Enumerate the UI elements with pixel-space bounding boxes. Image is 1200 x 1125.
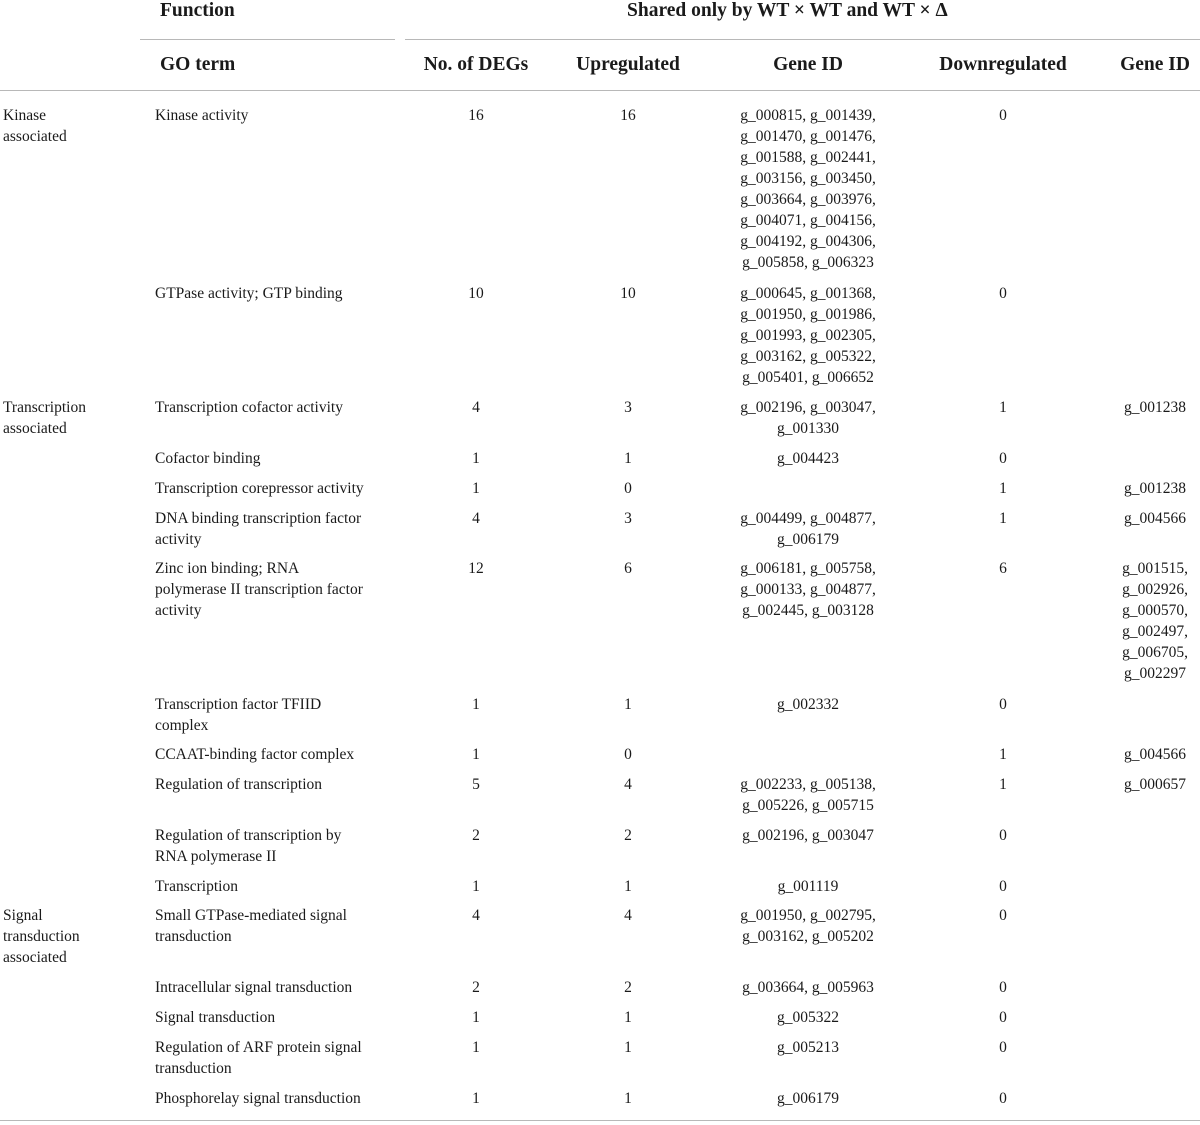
row-downregulated: 0 xyxy=(999,878,1007,895)
row-function: Signal transduction associated xyxy=(3,907,80,966)
row-gene-id-down: g_000657 xyxy=(1124,776,1186,793)
row-gene-id-up: g_000645, g_001368, g_001950, g_001986, g_001993, g_002305, g_003162, g_005322, g_005401, g_006652 xyxy=(740,285,876,386)
row-upregulated: 1 xyxy=(624,1009,632,1026)
row-upregulated: 6 xyxy=(624,560,632,577)
row-num-degs: 1 xyxy=(472,696,480,713)
row-gene-id-down: g_001238 xyxy=(1124,399,1186,416)
row-upregulated: 1 xyxy=(624,1090,632,1107)
row-gene-id-up: g_006181, g_005758, g_000133, g_004877, g_002445, g_003128 xyxy=(740,560,876,619)
row-downregulated: 0 xyxy=(999,979,1007,996)
row-downregulated: 1 xyxy=(999,480,1007,497)
row-downregulated: 0 xyxy=(999,1039,1007,1056)
row-upregulated: 0 xyxy=(624,480,632,497)
row-num-degs: 1 xyxy=(472,480,480,497)
row-go-term: Kinase activity xyxy=(155,107,249,124)
row-go-term: Transcription xyxy=(155,878,238,895)
row-go-term: Regulation of transcription xyxy=(155,776,323,793)
row-function: Transcription associated xyxy=(3,399,86,437)
row-downregulated: 0 xyxy=(999,450,1007,467)
row-downregulated: 1 xyxy=(999,746,1007,763)
row-gene-id-up: g_001950, g_002795, g_003162, g_005202 xyxy=(740,907,876,945)
row-gene-id-up: g_002196, g_003047, g_001330 xyxy=(740,399,876,437)
row-upregulated: 10 xyxy=(620,285,636,302)
row-upregulated: 2 xyxy=(624,979,632,996)
row-upregulated: 0 xyxy=(624,746,632,763)
table-bottom-rule xyxy=(0,1120,1200,1121)
row-num-degs: 16 xyxy=(468,107,484,124)
row-upregulated: 2 xyxy=(624,827,632,844)
row-gene-id-up: g_004423 xyxy=(777,450,839,467)
row-num-degs: 1 xyxy=(472,878,480,895)
row-downregulated: 6 xyxy=(999,560,1007,577)
row-upregulated: 1 xyxy=(624,450,632,467)
row-go-term: Cofactor binding xyxy=(155,450,261,467)
row-gene-id-up: g_001119 xyxy=(777,878,839,895)
row-upregulated: 1 xyxy=(624,696,632,713)
row-downregulated: 1 xyxy=(999,776,1007,793)
row-downregulated: 0 xyxy=(999,907,1007,924)
row-gene-id-up: g_003664, g_005963 xyxy=(742,979,874,996)
header-bottom-rule xyxy=(0,90,1200,91)
row-gene-id-up: g_006179 xyxy=(777,1090,839,1107)
row-go-term: GTPase activity; GTP binding xyxy=(155,285,343,302)
header-function: Function xyxy=(160,0,235,21)
row-num-degs: 10 xyxy=(468,285,484,302)
row-num-degs: 1 xyxy=(472,1090,480,1107)
row-num-degs: 1 xyxy=(472,1009,480,1026)
row-gene-id-up: g_002332 xyxy=(777,696,839,713)
row-go-term: Transcription corepressor activity xyxy=(155,480,364,497)
row-gene-id-up: g_004499, g_004877, g_006179 xyxy=(740,510,876,548)
row-upregulated: 16 xyxy=(620,107,636,124)
header-shared: Shared only by WT × WT and WT × Δ xyxy=(627,0,948,21)
row-gene-id-down: g_004566 xyxy=(1124,746,1186,763)
row-gene-id-down: g_001238 xyxy=(1124,480,1186,497)
row-upregulated: 1 xyxy=(624,1039,632,1056)
row-num-degs: 1 xyxy=(472,1039,480,1056)
row-go-term: DNA binding transcription factor activity xyxy=(155,510,362,548)
row-num-degs: 4 xyxy=(472,907,480,924)
row-gene-id-down: g_004566 xyxy=(1124,510,1186,527)
header-divider-left xyxy=(140,39,395,40)
header-go-term: GO term xyxy=(160,54,236,75)
row-go-term: Transcription factor TFIID complex xyxy=(155,696,322,734)
row-num-degs: 1 xyxy=(472,450,480,467)
row-upregulated: 4 xyxy=(624,776,632,793)
row-gene-id-down: g_001515, g_002926, g_000570, g_002497, g_006705, g_002297 xyxy=(1122,560,1188,682)
row-downregulated: 0 xyxy=(999,107,1007,124)
header-gene-id-downregulated: Gene ID xyxy=(1120,54,1190,75)
row-gene-id-up: g_005213 xyxy=(777,1039,839,1056)
row-num-degs: 5 xyxy=(472,776,480,793)
row-downregulated: 1 xyxy=(999,510,1007,527)
row-function: Kinase associated xyxy=(3,107,67,145)
row-downregulated: 0 xyxy=(999,285,1007,302)
row-gene-id-up: g_000815, g_001439, g_001470, g_001476, g_001588, g_002441, g_003156, g_003450, g_003664, g_003976, g_004071, g_004156, g_004192, g_004306, g_005858, g_006323 xyxy=(740,107,876,271)
header-gene-id: Gene ID xyxy=(773,54,843,75)
row-go-term: Phosphorelay signal transduction xyxy=(155,1090,361,1107)
row-num-degs: 12 xyxy=(468,560,484,577)
row-go-term: Intracellular signal transduction xyxy=(155,979,353,996)
row-go-term: Small GTPase-mediated signal transduction xyxy=(155,907,347,945)
row-go-term: Transcription cofactor activity xyxy=(155,399,343,416)
row-num-degs: 2 xyxy=(472,979,480,996)
row-go-term: Signal transduction xyxy=(155,1009,276,1026)
row-downregulated: 0 xyxy=(999,696,1007,713)
row-upregulated: 3 xyxy=(624,510,632,527)
row-num-degs: 4 xyxy=(472,510,480,527)
row-go-term: Regulation of ARF protein signal transduction xyxy=(155,1039,362,1077)
header-divider-right xyxy=(405,39,1200,40)
row-upregulated: 3 xyxy=(624,399,632,416)
header-num-degs: No. of DEGs xyxy=(423,54,529,75)
row-go-term: Zinc ion binding; RNA polymerase II transcription factor activity xyxy=(155,560,363,619)
row-downregulated: 0 xyxy=(999,1090,1007,1107)
row-num-degs: 1 xyxy=(472,746,480,763)
row-upregulated: 1 xyxy=(624,878,632,895)
row-go-term: CCAAT-binding factor complex xyxy=(155,746,355,763)
row-gene-id-up: g_005322 xyxy=(777,1009,839,1026)
row-go-term: Regulation of transcription by RNA polymerase II xyxy=(155,827,342,865)
row-gene-id-up: g_002233, g_005138, g_005226, g_005715 xyxy=(740,776,876,814)
header-downregulated: Downregulated xyxy=(939,54,1067,75)
row-downregulated: 1 xyxy=(999,399,1007,416)
row-downregulated: 0 xyxy=(999,1009,1007,1026)
row-num-degs: 4 xyxy=(472,399,480,416)
row-num-degs: 2 xyxy=(472,827,480,844)
row-gene-id-up: g_002196, g_003047 xyxy=(742,827,874,844)
row-upregulated: 4 xyxy=(624,907,632,924)
header-upregulated: Upregulated xyxy=(576,54,680,75)
row-downregulated: 0 xyxy=(999,827,1007,844)
